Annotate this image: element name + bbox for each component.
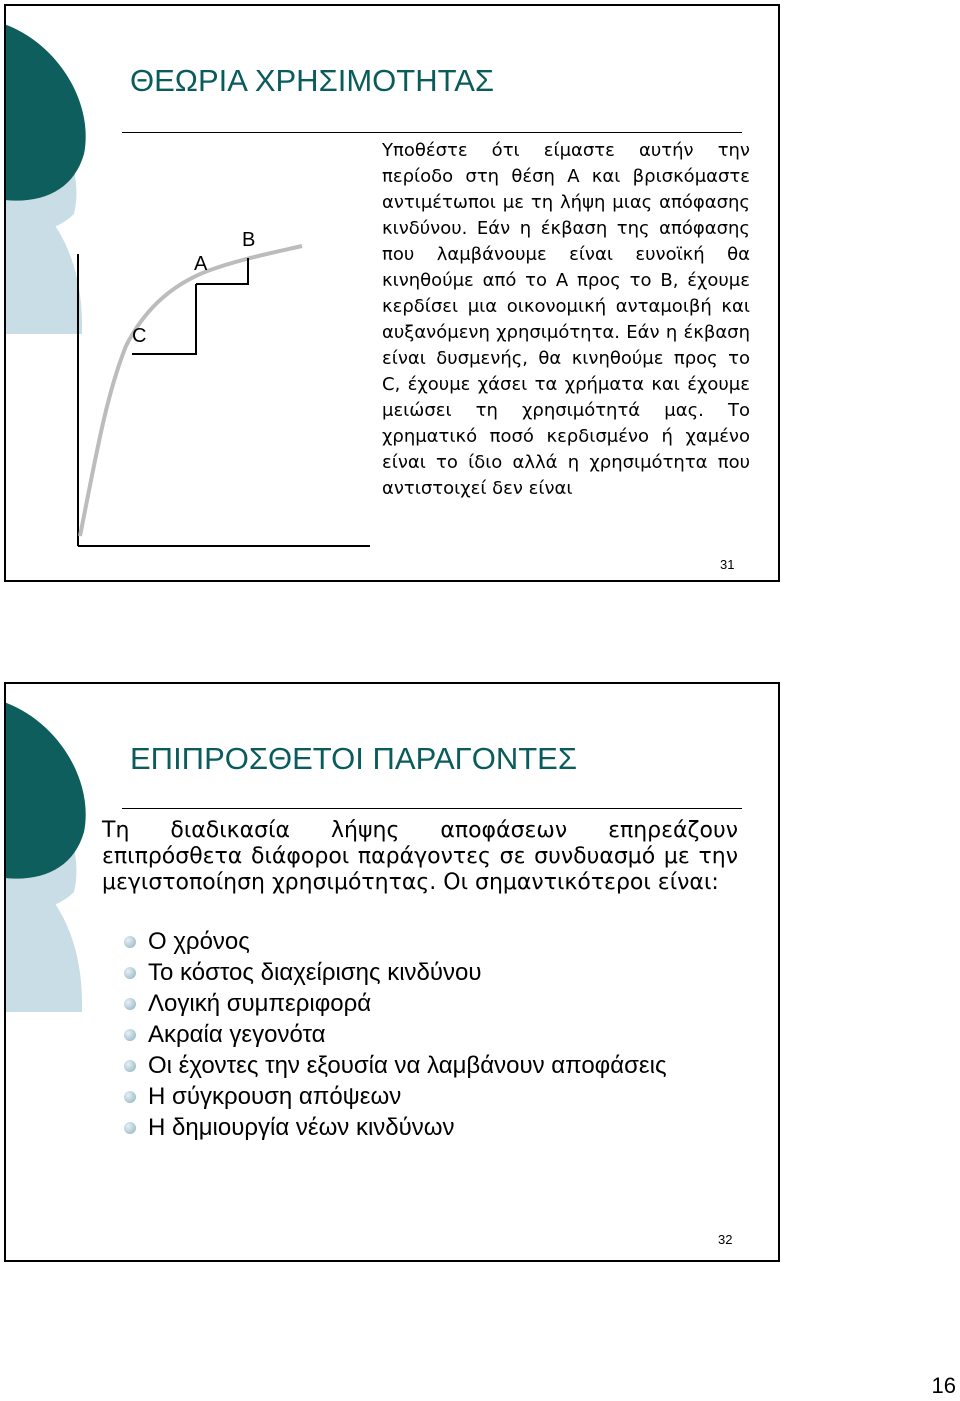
list-item xyxy=(122,1112,667,1143)
list-item-text: Λογική συμπεριφορά xyxy=(148,990,372,1017)
label-a: A xyxy=(194,253,208,275)
slide-body-text: Υποθέστε ότι είμαστε αυτήν την περίοδο στη θέση Α και βρισκόμαστε αντιμέτωποι με τη λήψη μιας απόφασης κινδύνου. Εάν η έκβαση της απόφασης που λαμβάνουμε είναι ευνοϊκή θα κινηθούμε από το Α προς το Β, έχουμε κερδίσει μια οικονομική ανταμοιβή και αυξανόμενη χρησιμότητα. Εάν η έκβαση είναι δυσμενής, θα κινηθούμε προς το C, έχουμε χάσει τα χρήματα και έχουμε μειώσει τη χρησιμότητά μας. Το χρηματικό ποσό κερδισμένο ή χαμένο είναι το ίδιο αλλά η χρησιμότητα που αντιστοιχεί δεν είναι xyxy=(382,140,750,499)
list-item-text: Ο χρόνος xyxy=(148,928,250,955)
slide-number: 32 xyxy=(718,1232,733,1247)
list-item xyxy=(122,957,667,988)
title-rule xyxy=(122,132,742,133)
slide-title: ΕΠΙΠΡΟΣΘΕΤΟΙ ΠΑΡΑΓΟΝΤΕΣ xyxy=(130,741,577,776)
bullet-icon xyxy=(124,1060,136,1072)
list-item xyxy=(122,926,667,957)
slide-intro-text: Τη διαδικασία λήψης αποφάσεων επηρεάζουν επιπρόσθετα διάφοροι παράγοντες σε συνδυασμό με την μεγιστοποίηση χρησιμότητας. Οι σημαντικότεροι είναι: xyxy=(102,818,738,895)
list-item-text: Ακραία γεγονότα xyxy=(148,1021,326,1048)
list-item xyxy=(122,1019,667,1050)
bullet-icon xyxy=(124,1029,136,1041)
label-c: C xyxy=(132,325,147,347)
bullet-icon xyxy=(124,1122,136,1134)
slide-title: ΘΕΩΡΙΑ ΧΡΗΣΙΜΟΤΗΤΑΣ xyxy=(130,63,495,98)
list-item xyxy=(122,1081,667,1112)
utility-curve-diagram xyxy=(66,226,376,556)
list-item-text: Οι έχοντες την εξουσία να λαμβάνουν αποφάσεις xyxy=(148,1052,667,1079)
bullet-icon xyxy=(124,998,136,1010)
page-number: 16 xyxy=(931,1373,956,1398)
list-item-text: Το κόστος διαχείρισης κινδύνου xyxy=(148,959,482,986)
list-item xyxy=(122,1050,667,1081)
utility-curve xyxy=(80,246,302,536)
bullet-icon xyxy=(124,936,136,948)
slide-number: 31 xyxy=(720,557,735,572)
label-b: B xyxy=(242,229,256,251)
list-item-text: Η δημιουργία νέων κινδύνων xyxy=(148,1114,455,1141)
factor-list xyxy=(122,926,667,1143)
bullet-icon xyxy=(124,967,136,979)
title-rule xyxy=(122,808,742,809)
list-item-text: Η σύγκρουση απόψεων xyxy=(148,1083,402,1110)
list-item xyxy=(122,988,667,1019)
bullet-icon xyxy=(124,1091,136,1103)
